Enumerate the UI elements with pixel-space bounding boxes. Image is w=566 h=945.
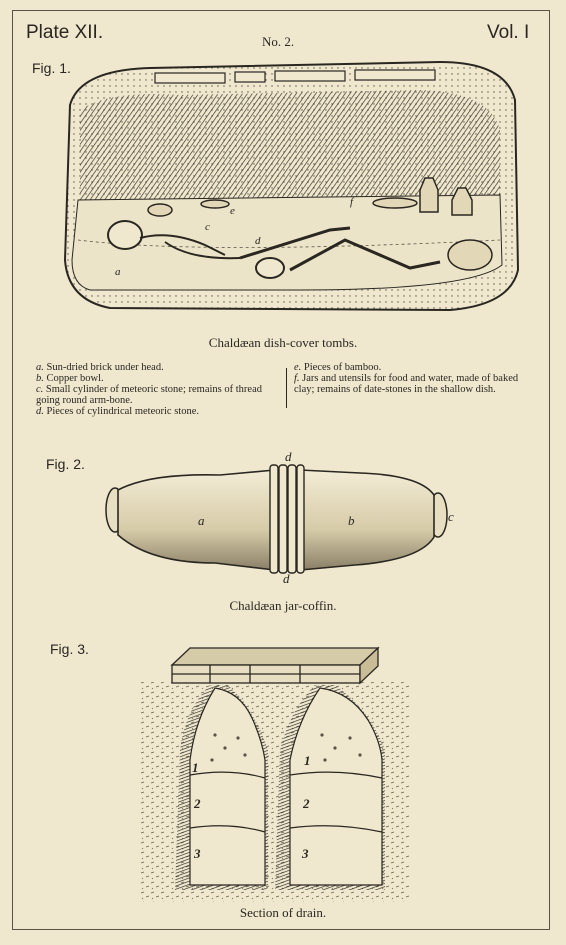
fig3-label: Fig. 3. [50, 641, 89, 657]
fig1-label: Fig. 1. [32, 60, 71, 76]
fig1-marker-c: c [205, 221, 210, 233]
fig1-marker-d: d [255, 235, 261, 247]
fig2-jar-coffin-illustration [0, 445, 566, 595]
legend-divider [286, 368, 287, 408]
fig3-marker-2-left: 2 [194, 796, 201, 811]
fig1-marker-f: f [350, 196, 354, 208]
fig1-marker-e: e [230, 205, 235, 217]
fig1-legend-left [36, 362, 276, 417]
legend-item-a: a. Sun-dried brick under head. [36, 362, 164, 373]
fig3-caption: Section of drain. [239, 905, 327, 920]
fig3-marker-3-left: 3 [194, 846, 201, 861]
fig2-marker-c: c [448, 509, 454, 524]
legend-item-f: f. Jars and utensils for food and water, made of baked clay; remains of date-stones in the shallow dish. [294, 373, 519, 395]
fig1-tomb-illustration [0, 0, 566, 330]
fig1-caption: Chaldæan dish-cover tombs. [208, 335, 358, 350]
fig3-marker-3-right: 3 [302, 846, 309, 861]
legend-item-b: b. Copper bowl. [36, 373, 104, 384]
fig3-marker-2-right: 2 [303, 796, 310, 811]
fig1-marker-a: a [115, 266, 121, 278]
fig2-caption: Chaldæan jar-coffin. [229, 598, 337, 613]
fig2-marker-a: a [198, 513, 205, 528]
fig1-legend-right [294, 362, 538, 395]
legend-item-e: e. Pieces of bamboo. [294, 362, 382, 373]
legend-item-c: c. Small cylinder of meteoric stone; remains of thread going round arm-bone. [36, 384, 262, 406]
volume-label: Vol. I [487, 22, 530, 43]
fig2-marker-b: b [348, 513, 355, 528]
fig2-marker-d-top: d [285, 449, 292, 464]
fig3-drain-section-illustration [0, 640, 566, 910]
plate-sequence-number: No. 2. [262, 34, 295, 49]
fig3-marker-1-left: 1 [192, 760, 199, 775]
fig2-label: Fig. 2. [46, 456, 85, 472]
fig2-marker-d-bottom: d [283, 571, 290, 586]
plate-number: Plate XII. [26, 22, 104, 43]
legend-item-d: d. Pieces of cylindrical meteoric stone. [36, 406, 199, 417]
fig3-marker-1-right: 1 [304, 753, 311, 768]
